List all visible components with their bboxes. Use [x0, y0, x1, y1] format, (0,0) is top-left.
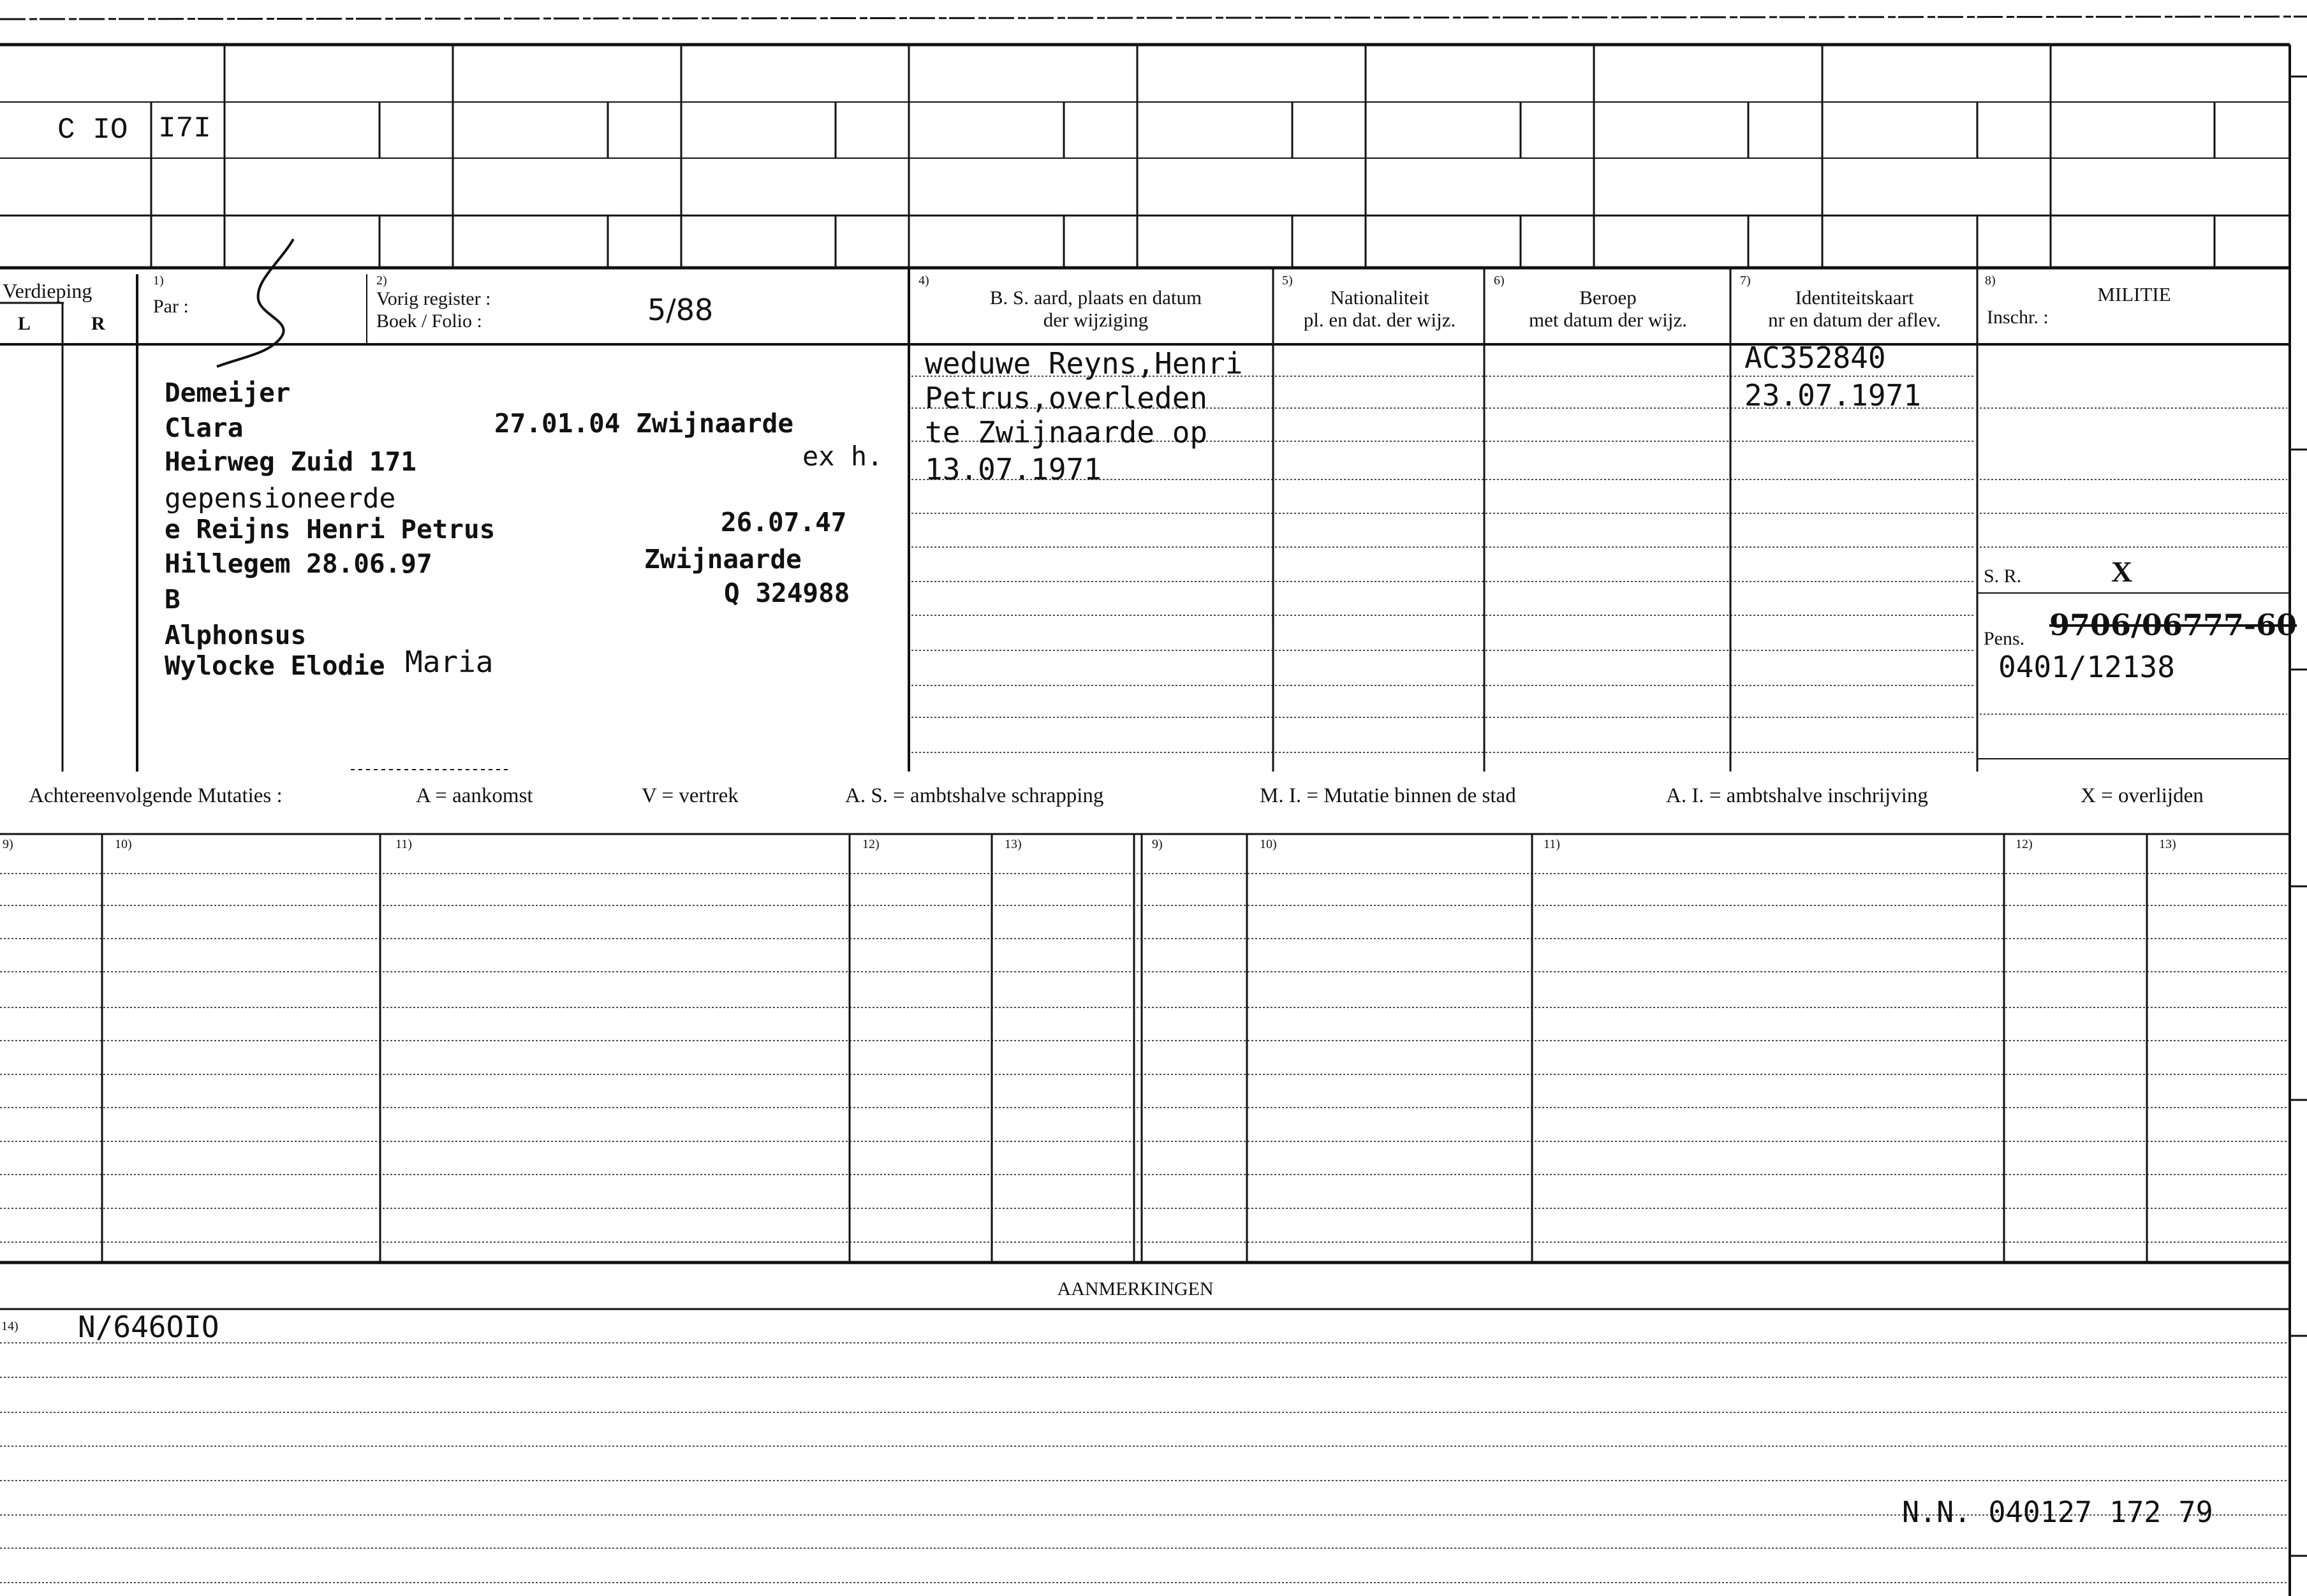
bs-header-line2: der wijziging	[1043, 309, 1149, 331]
mutation-legend-ambtshalve-inschrijving: A. I. = ambtshalve inschrijving	[1666, 784, 1928, 807]
verdieping-title: Verdieping	[3, 279, 92, 302]
person-occupation: gepensioneerde	[165, 483, 396, 515]
beroep-number: 6)	[1494, 274, 1505, 288]
militie-number: 8)	[1985, 274, 1996, 288]
pens-label: Pens.	[1984, 628, 2025, 649]
par-label: Par :	[153, 296, 189, 317]
mut-col-11b: 11)	[1544, 837, 1560, 851]
remarks-value: N/646OIO	[78, 1310, 219, 1344]
person-given-name: Clara	[165, 413, 244, 443]
boek-folio-value: 5/88	[647, 293, 714, 327]
mutation-legend-vertrek: V = vertrek	[642, 784, 739, 807]
person-birth-date-place: 27.01.04 Zwijnaarde	[494, 408, 793, 439]
mutation-legend-mutatie-stad: M. I. = Mutatie binnen de stad	[1260, 784, 1516, 807]
militie-inschr-label: Inschr. :	[1987, 307, 2049, 328]
person-father: Alphonsus	[165, 620, 307, 650]
bs-header-line1: B. S. aard, plaats en datum	[989, 286, 1202, 309]
person-reference: Q 324988	[724, 578, 850, 608]
identiteit-header-line1: Identiteitskaart	[1795, 286, 1914, 309]
mut-col-12b: 12)	[2016, 837, 2033, 851]
mut-col-12: 12)	[862, 837, 880, 851]
mutation-legend-ambtshalve-schrapping: A. S. = ambtshalve schrapping	[845, 784, 1104, 807]
identity-card-date: 23.07.1971	[1744, 378, 1921, 413]
nationaliteit-number: 5)	[1282, 274, 1293, 288]
par-number: 1)	[153, 274, 164, 288]
person-address: Heirweg Zuid 171	[165, 446, 416, 477]
vorig-number: 2)	[376, 274, 387, 288]
nationaliteit-header-line1: Nationaliteit	[1330, 286, 1429, 309]
bs-number: 4)	[918, 274, 929, 288]
mutation-legend-overlijden: X = overlijden	[2081, 784, 2204, 807]
verdieping-right: R	[91, 313, 105, 334]
mutation-legend-aankomst: A = aankomst	[416, 784, 533, 807]
pens-old-number: 9706/06777-60	[2049, 608, 2297, 642]
identiteit-header-line2: nr en datum der aflev.	[1768, 309, 1941, 331]
sr-label: S. R.	[1984, 566, 2022, 587]
sr-value: X	[2111, 555, 2133, 588]
person-surname: Demeijer	[165, 377, 291, 408]
vorig-register-label: Vorig register :	[376, 288, 491, 309]
code-number: I7I	[158, 112, 211, 145]
person-mother: Wylocke Elodie	[165, 650, 385, 681]
mut-col-11: 11)	[395, 837, 412, 851]
national-number: N.N. 040127 172 79	[1902, 1495, 2213, 1529]
mut-col-13b: 13)	[2159, 837, 2176, 851]
mutations-title: Achtereenvolgende Mutaties :	[29, 784, 283, 807]
nationaliteit-header-line2: pl. en dat. der wijz.	[1303, 309, 1456, 331]
mut-col-9b: 9)	[1152, 837, 1163, 851]
mut-col-10: 10)	[115, 837, 132, 851]
person-marriage-place: Zwijnaarde	[644, 544, 802, 575]
identity-card-number: AC352840	[1744, 340, 1886, 375]
beroep-header-line1: Beroep	[1579, 286, 1637, 309]
mut-col-9: 9)	[3, 837, 13, 851]
person-nationality: B	[165, 584, 181, 615]
boek-folio-label: Boek / Folio :	[376, 311, 482, 332]
identiteit-number: 7)	[1740, 274, 1751, 288]
remarks-title: AANMERKINGEN	[1057, 1278, 1214, 1299]
mut-col-13: 13)	[1005, 837, 1022, 851]
person-marital-mark: ex h.	[802, 441, 883, 472]
verdieping-left: L	[18, 313, 31, 334]
remarks-number: 14)	[1, 1319, 18, 1333]
bs-change-line-2: Petrus,overleden	[925, 381, 1208, 415]
bs-change-line-4: 13.07.1971	[925, 452, 1102, 487]
bs-change-line-3: te Zwijnaarde op	[925, 415, 1208, 450]
beroep-header-line2: met datum der wijz.	[1529, 309, 1687, 331]
person-spouse: e Reijns Henri Petrus	[165, 514, 496, 545]
mut-col-10b: 10)	[1260, 837, 1277, 851]
bs-change-line-1: weduwe Reyns,Henri	[925, 346, 1243, 381]
person-spouse-birth: Hillegem 28.06.97	[165, 548, 432, 579]
code-prefix: C IO	[57, 113, 128, 147]
militie-title: MILITIE	[2097, 283, 2171, 305]
person-mother-extra: Maria	[405, 645, 494, 679]
person-spouse-date: 26.07.47	[721, 507, 847, 538]
pens-new-number: 0401/12138	[1998, 650, 2175, 684]
handwritten-mark	[217, 239, 293, 367]
